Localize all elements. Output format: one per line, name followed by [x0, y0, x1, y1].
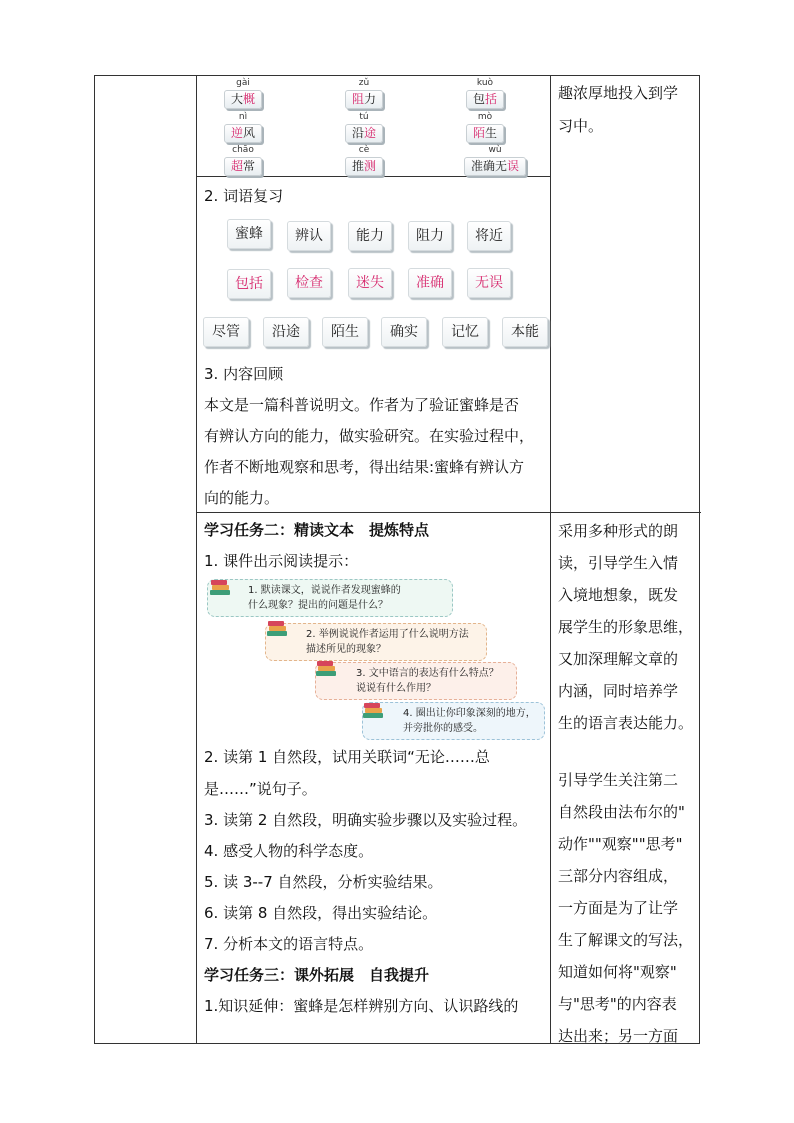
- note-line: 又加深理解文章的: [558, 650, 679, 668]
- design-note: [558, 764, 693, 1052]
- pinyin: zǔ: [358, 78, 370, 88]
- word-tile: 陌生: [322, 317, 368, 347]
- note-line: 知道如何将"观察": [558, 963, 677, 981]
- word-tile: 尽管: [203, 317, 249, 347]
- task-2-item: 3. 读第 2 自然段，明确实验步骤以及实验过程。: [204, 811, 528, 829]
- column-divider: [550, 76, 551, 1043]
- tip-line: 说说有什么作用？: [356, 683, 436, 694]
- section-3-title: 3. 内容回顾: [204, 365, 284, 383]
- note-line: 自然段由法布尔的": [558, 803, 685, 821]
- vocab-word: 准确无误: [464, 157, 526, 176]
- pinyin: gài: [236, 78, 250, 88]
- design-note: [558, 77, 678, 143]
- tip-line: 1. 默读课文，说说作者发现蜜蜂的: [248, 585, 401, 596]
- tip-line: 2. 举例说说作者运用了什么说明方法: [306, 629, 469, 640]
- word-tile: 沿途: [263, 317, 309, 347]
- section-3-line: 作者不断地观察和思考，得出结果:蜜蜂有辨认方: [204, 458, 525, 476]
- note-line: 三部分内容组成，: [558, 867, 679, 885]
- note-line: 生了解课文的写法，: [558, 931, 694, 949]
- task-2-item: 6. 读第 8 自然段，得出实验结论。: [204, 904, 438, 922]
- note-line: 读，引导学生入情: [558, 554, 679, 572]
- word-tile: 蜜蜂: [227, 219, 271, 249]
- note-line: 一方面是为了让学: [558, 899, 679, 917]
- vocab-item: [334, 112, 394, 143]
- note-line: 引导学生关注第二: [558, 771, 679, 789]
- word-tile: 辨认: [287, 221, 331, 251]
- task-2-item: 4. 感受人物的科学态度。: [204, 842, 374, 860]
- task-2-item: 1. 课件出示阅读提示：: [204, 552, 359, 570]
- vocab-word: 沿途: [345, 124, 383, 143]
- note-line: 达出来；另一方面: [558, 1027, 679, 1045]
- design-note: [558, 515, 693, 739]
- vocab-item: [455, 78, 515, 109]
- word-tile: 阻力: [408, 221, 452, 251]
- task-3-title: 学习任务三：课外拓展 自我提升: [204, 966, 430, 984]
- task-2-item: 2. 读第 1 自然段，试用关联词“无论……总: [204, 748, 490, 766]
- vocab-item: [334, 145, 394, 176]
- word-tile: 包括: [227, 269, 271, 299]
- tip-line: 4. 圈出让你印象深刻的地方，: [403, 708, 536, 719]
- word-tile: 无误: [467, 268, 511, 298]
- vocab-word: 陌生: [466, 124, 504, 143]
- pinyin: cè: [358, 145, 370, 155]
- reading-tip: [207, 579, 453, 617]
- pinyin: mò: [477, 112, 493, 122]
- tip-line: 什么现象？提出的问题是什么？: [248, 600, 388, 611]
- vocab-item: [213, 145, 273, 176]
- task-2-title: 学习任务二：精读文本 提炼特点: [204, 521, 430, 539]
- note-line: 生的语言表达能力。: [558, 714, 694, 732]
- vocab-word: 阻力: [345, 90, 383, 109]
- vocab-item: [213, 112, 273, 143]
- pinyin: tú: [359, 112, 369, 122]
- word-tile: 迷失: [348, 268, 392, 298]
- books-icon: [316, 661, 336, 679]
- pinyin: chāo: [232, 145, 254, 155]
- section-3-line: 本文是一篇科普说明文。作者为了验证蜜蜂是否: [204, 396, 520, 414]
- word-tile: 准确: [408, 268, 452, 298]
- section-3-line: 有辨认方向的能力，做实验研究。在实验过程中，: [204, 427, 535, 445]
- note-line: 习中。: [558, 117, 604, 135]
- vocab-item: [455, 112, 515, 143]
- column-divider: [196, 76, 197, 1043]
- tip-line: 3. 文中语言的表达有什么特点？: [356, 668, 499, 679]
- section-2-title: 2. 词语复习: [204, 187, 284, 205]
- note-line: 趣浓厚地投入到学: [558, 84, 679, 102]
- vocab-word: 包括: [466, 90, 504, 109]
- word-tile: 能力: [348, 221, 392, 251]
- word-tile: 确实: [381, 317, 427, 347]
- books-icon: [267, 621, 287, 639]
- pinyin: wù: [488, 145, 502, 155]
- reading-tip: [362, 702, 545, 740]
- note-line: 动作""观察""思考": [558, 835, 683, 853]
- vocab-word: 大概: [224, 90, 262, 109]
- word-tile: 检查: [287, 268, 331, 298]
- row-divider: [196, 176, 550, 177]
- task-2-item: 是……”说句子。: [204, 780, 317, 798]
- tip-line: 描述所见的现象？: [306, 644, 386, 655]
- vocab-item: [334, 78, 394, 109]
- vocab-word: 超常: [224, 157, 262, 176]
- note-line: 展学生的形象思维，: [558, 618, 694, 636]
- word-tile: 记忆: [442, 317, 488, 347]
- pinyin: nì: [238, 112, 248, 122]
- pinyin: kuò: [476, 78, 494, 88]
- word-tile: 本能: [502, 317, 548, 347]
- reading-tip: [265, 623, 487, 661]
- note-line: 内涵，同时培养学: [558, 682, 679, 700]
- books-icon: [210, 580, 230, 598]
- note-line: 与"思考"的内容表: [558, 995, 677, 1013]
- vocab-item: [445, 145, 545, 176]
- task-2-item: 7. 分析本文的语言特点。: [204, 935, 374, 953]
- word-tile: 将近: [467, 221, 511, 251]
- books-icon: [363, 703, 383, 721]
- reading-tip: [315, 662, 517, 700]
- vocab-item: [213, 78, 273, 109]
- note-line: 入境地想象，既发: [558, 586, 679, 604]
- tip-line: 并旁批你的感受。: [403, 723, 483, 734]
- task-2-item: 5. 读 3--7 自然段，分析实验结果。: [204, 873, 443, 891]
- section-3-line: 向的能力。: [204, 489, 280, 507]
- vocab-word: 逆风: [224, 124, 262, 143]
- vocab-word: 推测: [345, 157, 383, 176]
- task-3-item: 1.知识延伸：蜜蜂是怎样辨别方向、认识路线的: [204, 997, 519, 1015]
- note-line: 采用多种形式的朗: [558, 522, 679, 540]
